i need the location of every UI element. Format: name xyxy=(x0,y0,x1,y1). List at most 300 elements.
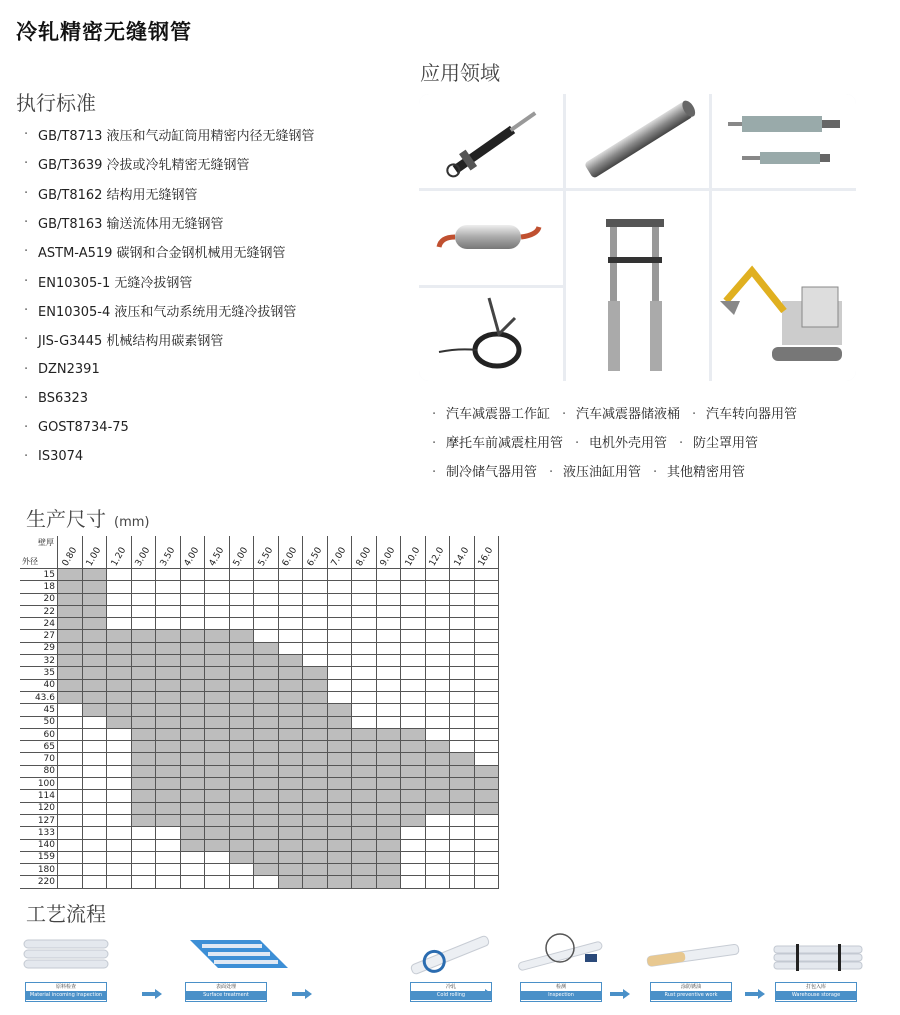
application-item: · 汽车转向器用管 xyxy=(692,407,798,422)
size-cell xyxy=(82,593,107,605)
size-cell xyxy=(352,593,377,605)
size-cell xyxy=(352,716,377,728)
size-cell xyxy=(352,851,377,863)
table-row xyxy=(20,728,499,740)
od-label: 60 xyxy=(20,728,58,740)
size-cell xyxy=(450,704,475,716)
size-cell xyxy=(180,876,205,888)
od-label: 100 xyxy=(20,778,58,790)
hydraulic-cylinder-image xyxy=(712,94,856,188)
size-cell xyxy=(180,679,205,691)
size-cell xyxy=(131,876,156,888)
process-flow xyxy=(20,930,880,1010)
application-item: · 防尘罩用管 xyxy=(679,436,759,451)
size-cell xyxy=(327,679,352,691)
size-cell xyxy=(58,839,83,851)
size-cell xyxy=(450,618,475,630)
size-cell xyxy=(352,827,377,839)
bullet-icon: · xyxy=(24,361,29,377)
bullet-icon: · xyxy=(24,449,29,465)
size-cell xyxy=(352,864,377,876)
application-row xyxy=(432,456,809,485)
size-cell xyxy=(205,716,230,728)
size-cell xyxy=(303,679,328,691)
size-cell xyxy=(327,827,352,839)
size-cell xyxy=(180,765,205,777)
size-cell xyxy=(229,765,254,777)
size-cell xyxy=(425,569,450,581)
size-cell xyxy=(401,593,426,605)
size-cell xyxy=(229,790,254,802)
sizes-heading: 生产尺寸 (mm) xyxy=(26,507,150,531)
size-cell xyxy=(352,704,377,716)
size-cell xyxy=(254,814,279,826)
size-cell xyxy=(327,814,352,826)
application-item: · 液压油缸用管 xyxy=(549,465,642,480)
size-cell xyxy=(450,778,475,790)
size-cell xyxy=(352,618,377,630)
size-cell xyxy=(205,593,230,605)
size-cell xyxy=(450,851,475,863)
size-cell xyxy=(205,569,230,581)
od-label: 220 xyxy=(20,876,58,888)
bullet-icon: · xyxy=(24,185,29,201)
size-cell xyxy=(254,642,279,654)
size-cell xyxy=(229,851,254,863)
table-row xyxy=(20,655,499,667)
size-cell xyxy=(131,802,156,814)
size-cell xyxy=(254,876,279,888)
od-label: 43.6 xyxy=(20,691,58,703)
size-cell xyxy=(376,864,401,876)
bullet-icon: · xyxy=(679,436,684,451)
excavator-image xyxy=(712,191,856,381)
size-cell xyxy=(425,839,450,851)
table-row xyxy=(20,691,499,703)
size-cell xyxy=(474,716,499,728)
size-cell xyxy=(352,790,377,802)
size-cell xyxy=(131,569,156,581)
size-cell xyxy=(131,790,156,802)
arrow-right-icon xyxy=(745,989,765,999)
size-cell xyxy=(278,827,303,839)
size-cell xyxy=(303,593,328,605)
size-cell xyxy=(82,679,107,691)
size-cell xyxy=(401,605,426,617)
size-cell xyxy=(107,876,132,888)
od-label: 45 xyxy=(20,704,58,716)
size-cell xyxy=(327,569,352,581)
size-cell xyxy=(278,864,303,876)
size-cell xyxy=(180,667,205,679)
process-step xyxy=(645,930,735,1005)
size-cell xyxy=(450,667,475,679)
process-step xyxy=(770,930,860,1005)
size-cell xyxy=(425,593,450,605)
od-label: 20 xyxy=(20,593,58,605)
od-label: 120 xyxy=(20,802,58,814)
size-cell xyxy=(278,741,303,753)
size-cell xyxy=(278,790,303,802)
standard-text: GB/T8163 输送流体用无缝钢管 xyxy=(38,217,224,233)
size-cell xyxy=(229,605,254,617)
application-item: · 汽车减震器储液桶 xyxy=(562,407,681,422)
size-cell xyxy=(229,655,254,667)
size-cell xyxy=(229,704,254,716)
standard-text: IS3074 xyxy=(38,449,84,465)
size-cell xyxy=(278,851,303,863)
size-cell xyxy=(327,618,352,630)
standard-text: EN10305-1 无缝冷拔钢管 xyxy=(38,275,193,291)
process-step xyxy=(515,930,605,1005)
size-cell xyxy=(474,667,499,679)
size-cell xyxy=(278,593,303,605)
standard-item xyxy=(24,442,315,471)
size-cell xyxy=(131,728,156,740)
table-row xyxy=(20,778,499,790)
size-cell xyxy=(450,630,475,642)
size-cell xyxy=(401,679,426,691)
wall-header: 7.00 xyxy=(327,536,352,569)
size-cell xyxy=(107,581,132,593)
size-cell xyxy=(58,655,83,667)
table-row xyxy=(20,704,499,716)
size-cell xyxy=(254,864,279,876)
size-cell xyxy=(327,790,352,802)
wall-header: 6.50 xyxy=(303,536,328,569)
size-cell xyxy=(376,593,401,605)
size-cell xyxy=(205,728,230,740)
size-cell xyxy=(82,605,107,617)
standard-text: EN10305-4 液压和气动系统用无缝冷拔钢管 xyxy=(38,304,297,320)
size-cell xyxy=(401,851,426,863)
size-cell xyxy=(180,827,205,839)
bullet-icon: · xyxy=(24,127,29,143)
size-cell xyxy=(107,778,132,790)
size-cell xyxy=(278,630,303,642)
size-cell xyxy=(156,704,181,716)
size-cell xyxy=(107,839,132,851)
size-cell xyxy=(303,630,328,642)
size-cell xyxy=(450,753,475,765)
size-cell xyxy=(107,618,132,630)
size-cell xyxy=(401,581,426,593)
od-label: 40 xyxy=(20,679,58,691)
size-cell xyxy=(303,765,328,777)
bullet-icon: · xyxy=(692,407,697,422)
bullet-icon: · xyxy=(24,420,29,436)
od-label: 159 xyxy=(20,851,58,863)
standard-item xyxy=(24,266,315,295)
size-cell xyxy=(156,876,181,888)
size-cell xyxy=(58,753,83,765)
size-cell xyxy=(327,642,352,654)
size-cell xyxy=(352,765,377,777)
size-cell xyxy=(303,839,328,851)
size-cell xyxy=(180,790,205,802)
size-cell xyxy=(327,741,352,753)
size-cell xyxy=(303,790,328,802)
size-cell xyxy=(303,716,328,728)
size-cell xyxy=(450,802,475,814)
size-cell xyxy=(131,593,156,605)
size-cell xyxy=(58,790,83,802)
size-cell xyxy=(156,778,181,790)
od-label: 127 xyxy=(20,814,58,826)
size-cell xyxy=(180,839,205,851)
standard-text: ASTM-A519 碳钢和合金钢机械用无缝钢管 xyxy=(38,246,286,262)
size-cell xyxy=(131,851,156,863)
size-cell xyxy=(303,741,328,753)
size-cell xyxy=(82,655,107,667)
size-cell xyxy=(425,655,450,667)
size-cell xyxy=(229,569,254,581)
size-cell xyxy=(376,704,401,716)
size-cell xyxy=(254,851,279,863)
size-cell xyxy=(425,790,450,802)
size-cell xyxy=(278,704,303,716)
size-cell xyxy=(425,581,450,593)
size-cell xyxy=(205,667,230,679)
size-cell xyxy=(352,605,377,617)
table-row xyxy=(20,679,499,691)
wall-header: 10.0 xyxy=(401,536,426,569)
size-cell xyxy=(303,655,328,667)
size-cell xyxy=(474,814,499,826)
size-cell xyxy=(327,851,352,863)
bullet-icon: · xyxy=(24,332,29,348)
size-cell xyxy=(156,728,181,740)
size-cell xyxy=(278,667,303,679)
size-cell xyxy=(376,569,401,581)
size-cell xyxy=(131,827,156,839)
steering-parts-image xyxy=(419,288,563,381)
size-cell xyxy=(327,667,352,679)
size-cell xyxy=(58,691,83,703)
table-row xyxy=(20,741,499,753)
size-cell xyxy=(107,569,132,581)
size-cell xyxy=(376,618,401,630)
size-cell xyxy=(450,691,475,703)
arrow-right-icon xyxy=(472,989,492,999)
size-cell xyxy=(180,851,205,863)
size-cell xyxy=(131,741,156,753)
size-cell xyxy=(205,802,230,814)
size-cell xyxy=(450,728,475,740)
size-cell xyxy=(327,876,352,888)
size-cell xyxy=(82,642,107,654)
od-label: 80 xyxy=(20,765,58,777)
table-row xyxy=(20,642,499,654)
size-cell xyxy=(401,802,426,814)
size-cell xyxy=(82,741,107,753)
size-cell xyxy=(376,728,401,740)
size-cell xyxy=(254,618,279,630)
size-cell xyxy=(425,765,450,777)
size-cell xyxy=(131,778,156,790)
size-cell xyxy=(474,864,499,876)
size-cell xyxy=(327,605,352,617)
size-cell xyxy=(327,753,352,765)
wall-header: 3.50 xyxy=(156,536,181,569)
size-cell xyxy=(58,569,83,581)
application-row xyxy=(432,427,809,456)
bullet-icon: · xyxy=(575,436,580,451)
size-cell xyxy=(425,741,450,753)
size-cell xyxy=(156,790,181,802)
size-cell xyxy=(58,778,83,790)
size-cell xyxy=(303,753,328,765)
size-cell xyxy=(352,581,377,593)
size-cell xyxy=(82,827,107,839)
standard-text: JIS-G3445 机械结构用碳素钢管 xyxy=(38,334,224,350)
size-cell xyxy=(303,827,328,839)
size-cell xyxy=(205,778,230,790)
size-cell xyxy=(450,864,475,876)
size-cell xyxy=(180,704,205,716)
size-cell xyxy=(180,605,205,617)
page-title: 冷轧精密无缝钢管 xyxy=(16,20,192,44)
size-cell xyxy=(180,728,205,740)
bullet-icon: · xyxy=(562,407,567,422)
application-image-grid xyxy=(419,94,856,381)
size-cell xyxy=(229,642,254,654)
size-cell xyxy=(401,630,426,642)
size-cell xyxy=(401,642,426,654)
size-cell xyxy=(425,691,450,703)
process-caption: 涂防锈油 Rust preventive work xyxy=(650,982,732,1002)
standard-item xyxy=(24,237,315,266)
size-cell xyxy=(205,605,230,617)
size-cell xyxy=(229,778,254,790)
table-row xyxy=(20,851,499,863)
od-label: 32 xyxy=(20,655,58,667)
size-cell xyxy=(205,581,230,593)
size-cell xyxy=(254,765,279,777)
size-cell xyxy=(254,704,279,716)
size-cell xyxy=(352,876,377,888)
size-cell xyxy=(425,605,450,617)
size-cell xyxy=(254,778,279,790)
application-item: · 摩托车前减震柱用管 xyxy=(432,436,564,451)
size-cell xyxy=(425,814,450,826)
standard-item xyxy=(24,413,315,442)
application-item: · 制冷储气器用管 xyxy=(432,465,538,480)
size-cell xyxy=(474,618,499,630)
size-cell xyxy=(229,593,254,605)
size-cell xyxy=(327,864,352,876)
size-cell xyxy=(205,642,230,654)
process-caption: 打包入库 Warehouse storage xyxy=(775,982,857,1002)
size-cell xyxy=(180,618,205,630)
size-cell xyxy=(180,642,205,654)
size-cell xyxy=(229,827,254,839)
size-cell xyxy=(229,581,254,593)
table-row xyxy=(20,790,499,802)
size-cell xyxy=(278,618,303,630)
size-cell xyxy=(425,728,450,740)
size-cell xyxy=(425,716,450,728)
size-cell xyxy=(156,827,181,839)
size-cell xyxy=(180,716,205,728)
wall-header: 3.00 xyxy=(131,536,156,569)
size-cell xyxy=(58,741,83,753)
size-cell xyxy=(401,704,426,716)
size-cell xyxy=(401,790,426,802)
size-cell xyxy=(156,630,181,642)
size-cell xyxy=(229,802,254,814)
od-label: 50 xyxy=(20,716,58,728)
size-cell xyxy=(425,679,450,691)
size-cell xyxy=(401,778,426,790)
arrow-right-icon xyxy=(610,989,630,999)
table-row xyxy=(20,814,499,826)
size-cell xyxy=(58,851,83,863)
bullet-icon: · xyxy=(432,465,437,480)
size-cell xyxy=(58,827,83,839)
size-cell xyxy=(107,630,132,642)
size-cell xyxy=(205,765,230,777)
size-cell xyxy=(58,642,83,654)
size-cell xyxy=(401,741,426,753)
size-cell xyxy=(205,864,230,876)
size-cell xyxy=(352,642,377,654)
size-cell xyxy=(376,839,401,851)
size-cell xyxy=(450,642,475,654)
size-cell xyxy=(401,876,426,888)
process-step xyxy=(20,930,110,1005)
size-cell xyxy=(352,802,377,814)
size-cell xyxy=(58,605,83,617)
wall-header: 9.00 xyxy=(376,536,401,569)
size-cell xyxy=(254,802,279,814)
size-cell xyxy=(327,839,352,851)
size-cell xyxy=(376,778,401,790)
standard-text: BS6323 xyxy=(38,390,89,406)
size-cell xyxy=(156,691,181,703)
size-cell xyxy=(303,778,328,790)
wall-header: 8.00 xyxy=(352,536,377,569)
size-cell xyxy=(303,704,328,716)
size-cell xyxy=(401,569,426,581)
wall-header: 0.80 xyxy=(58,536,83,569)
size-cell xyxy=(180,569,205,581)
bullet-icon: · xyxy=(24,244,29,260)
corner-od-label: 外径 xyxy=(22,557,38,566)
size-cell xyxy=(156,618,181,630)
size-cell xyxy=(107,593,132,605)
size-cell xyxy=(131,814,156,826)
size-cell xyxy=(474,827,499,839)
size-cell xyxy=(474,593,499,605)
size-cell xyxy=(450,814,475,826)
size-cell xyxy=(303,691,328,703)
od-label: 24 xyxy=(20,618,58,630)
size-cell xyxy=(474,741,499,753)
size-cell xyxy=(425,642,450,654)
steel-tube-image xyxy=(566,94,709,188)
size-cell xyxy=(425,667,450,679)
size-cell xyxy=(205,741,230,753)
size-cell xyxy=(180,814,205,826)
table-row xyxy=(20,618,499,630)
size-cell xyxy=(474,605,499,617)
od-label: 65 xyxy=(20,741,58,753)
size-cell xyxy=(82,753,107,765)
size-cell xyxy=(107,827,132,839)
size-cell xyxy=(156,753,181,765)
size-cell xyxy=(180,753,205,765)
